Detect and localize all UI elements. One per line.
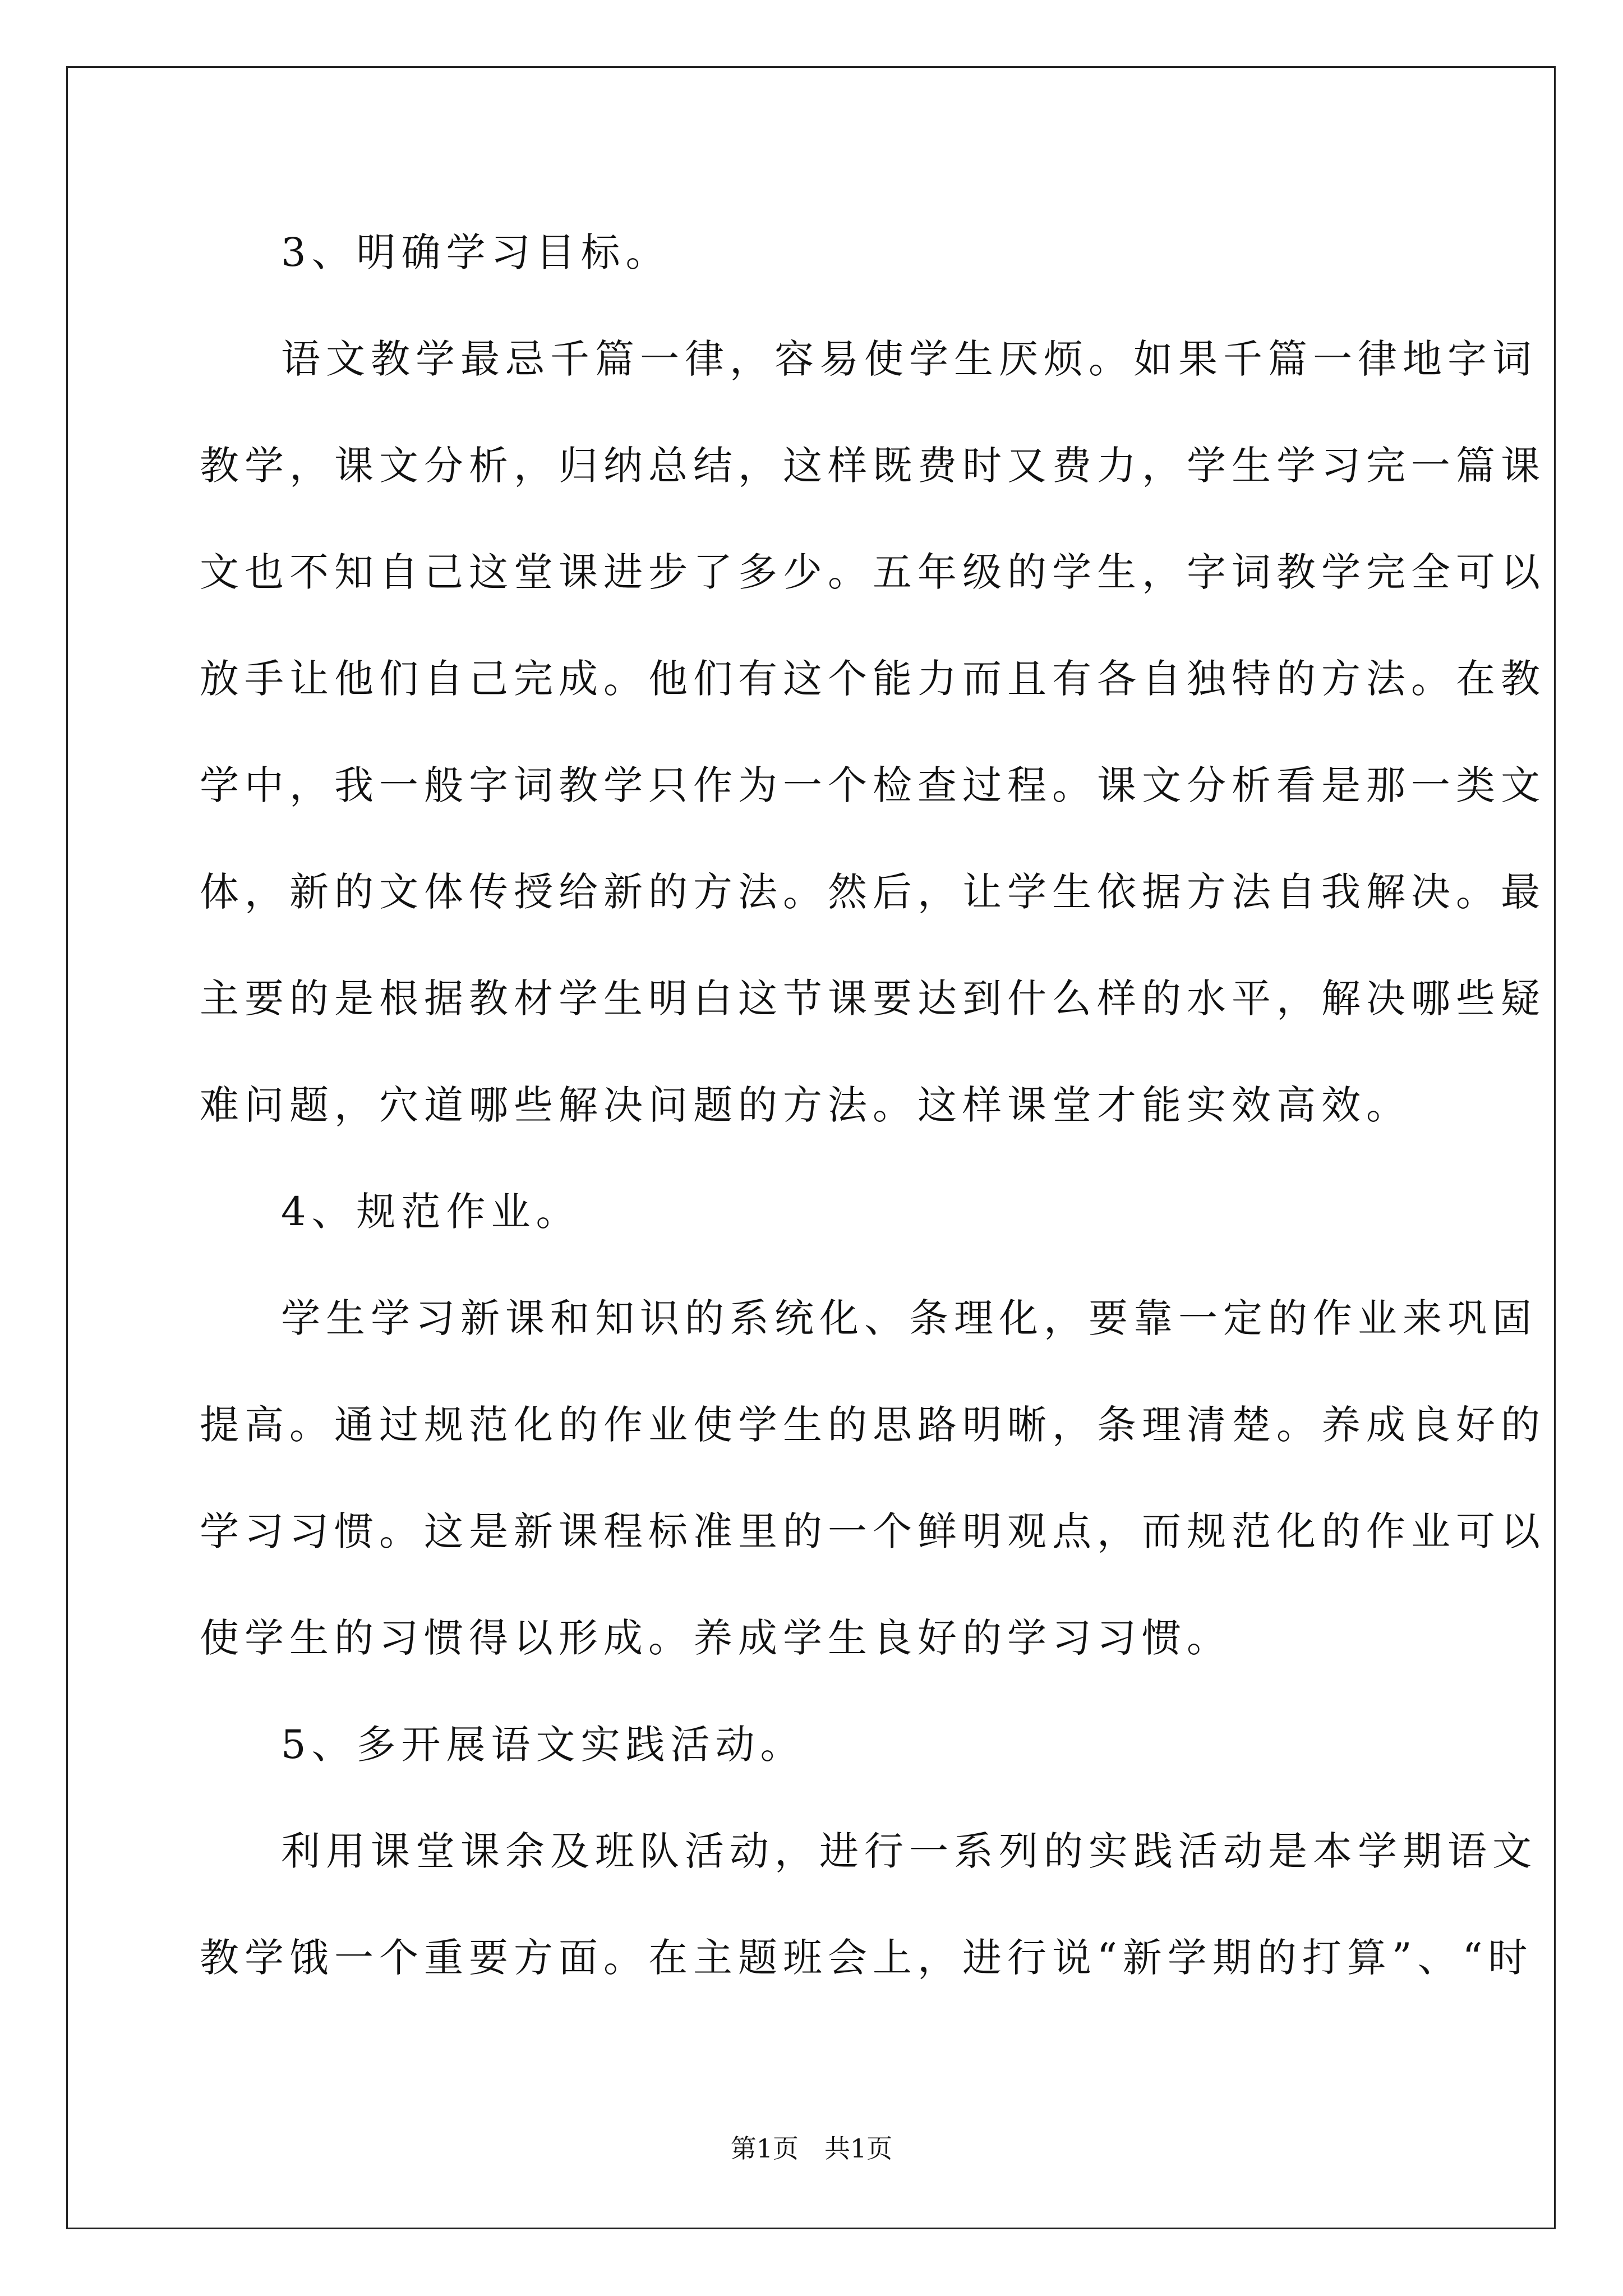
text-line: 难问题，穴道哪些解决问题的方法。这样课堂才能实效高效。 <box>200 1082 1411 1128</box>
text-line: 利用课堂课余及班队活动，进行一系列的实践活动是本学期语文 <box>281 1828 1537 1874</box>
text-line: 放手让他们自己完成。他们有这个能力而且有各自独特的方法。在教 <box>200 656 1546 702</box>
text-line: 学习习惯。这是新课程标准里的一个鲜明观点，而规范化的作业可以 <box>200 1508 1546 1554</box>
text-line: 体，新的文体传授给新的方法。然后，让学生依据方法自我解决。最 <box>200 869 1546 915</box>
text-line: 提高。通过规范化的作业使学生的思路明晰，条理清楚。养成良好的 <box>200 1402 1546 1448</box>
text-line: 使学生的习惯得以形成。养成学生良好的学习习惯。 <box>200 1615 1232 1661</box>
text-line: 4、规范作业。 <box>281 1189 581 1235</box>
text-line: 3、明确学习目标。 <box>281 229 671 275</box>
text-line: 文也不知自己这堂课进步了多少。五年级的学生，字词教学完全可以 <box>200 549 1546 595</box>
text-line: 主要的是根据教材学生明白这节课要达到什么样的水平，解决哪些疑 <box>200 976 1546 1022</box>
page-footer <box>0 2132 1623 2165</box>
text-line: 学生学习新课和知识的系统化、条理化，要靠一定的作业来巩固 <box>281 1295 1537 1341</box>
text-line: 5、多开展语文实践活动。 <box>281 1722 805 1768</box>
text-line: 教学，课文分析，归纳总结，这样既费时又费力，学生学习完一篇课 <box>200 443 1546 489</box>
page-number-label: 第1页 共1页 <box>730 2133 893 2164</box>
text-line: 学中，我一般字词教学只作为一个检查过程。课文分析看是那一类文 <box>200 762 1546 808</box>
text-line: 语文教学最忌千篇一律，容易使学生厌烦。如果千篇一律地字词 <box>281 336 1537 382</box>
document-body <box>200 222 1546 2033</box>
text-line: 教学饿一个重要方面。在主题班会上，进行说“新学期的打算”、“时 <box>200 1935 1533 1981</box>
